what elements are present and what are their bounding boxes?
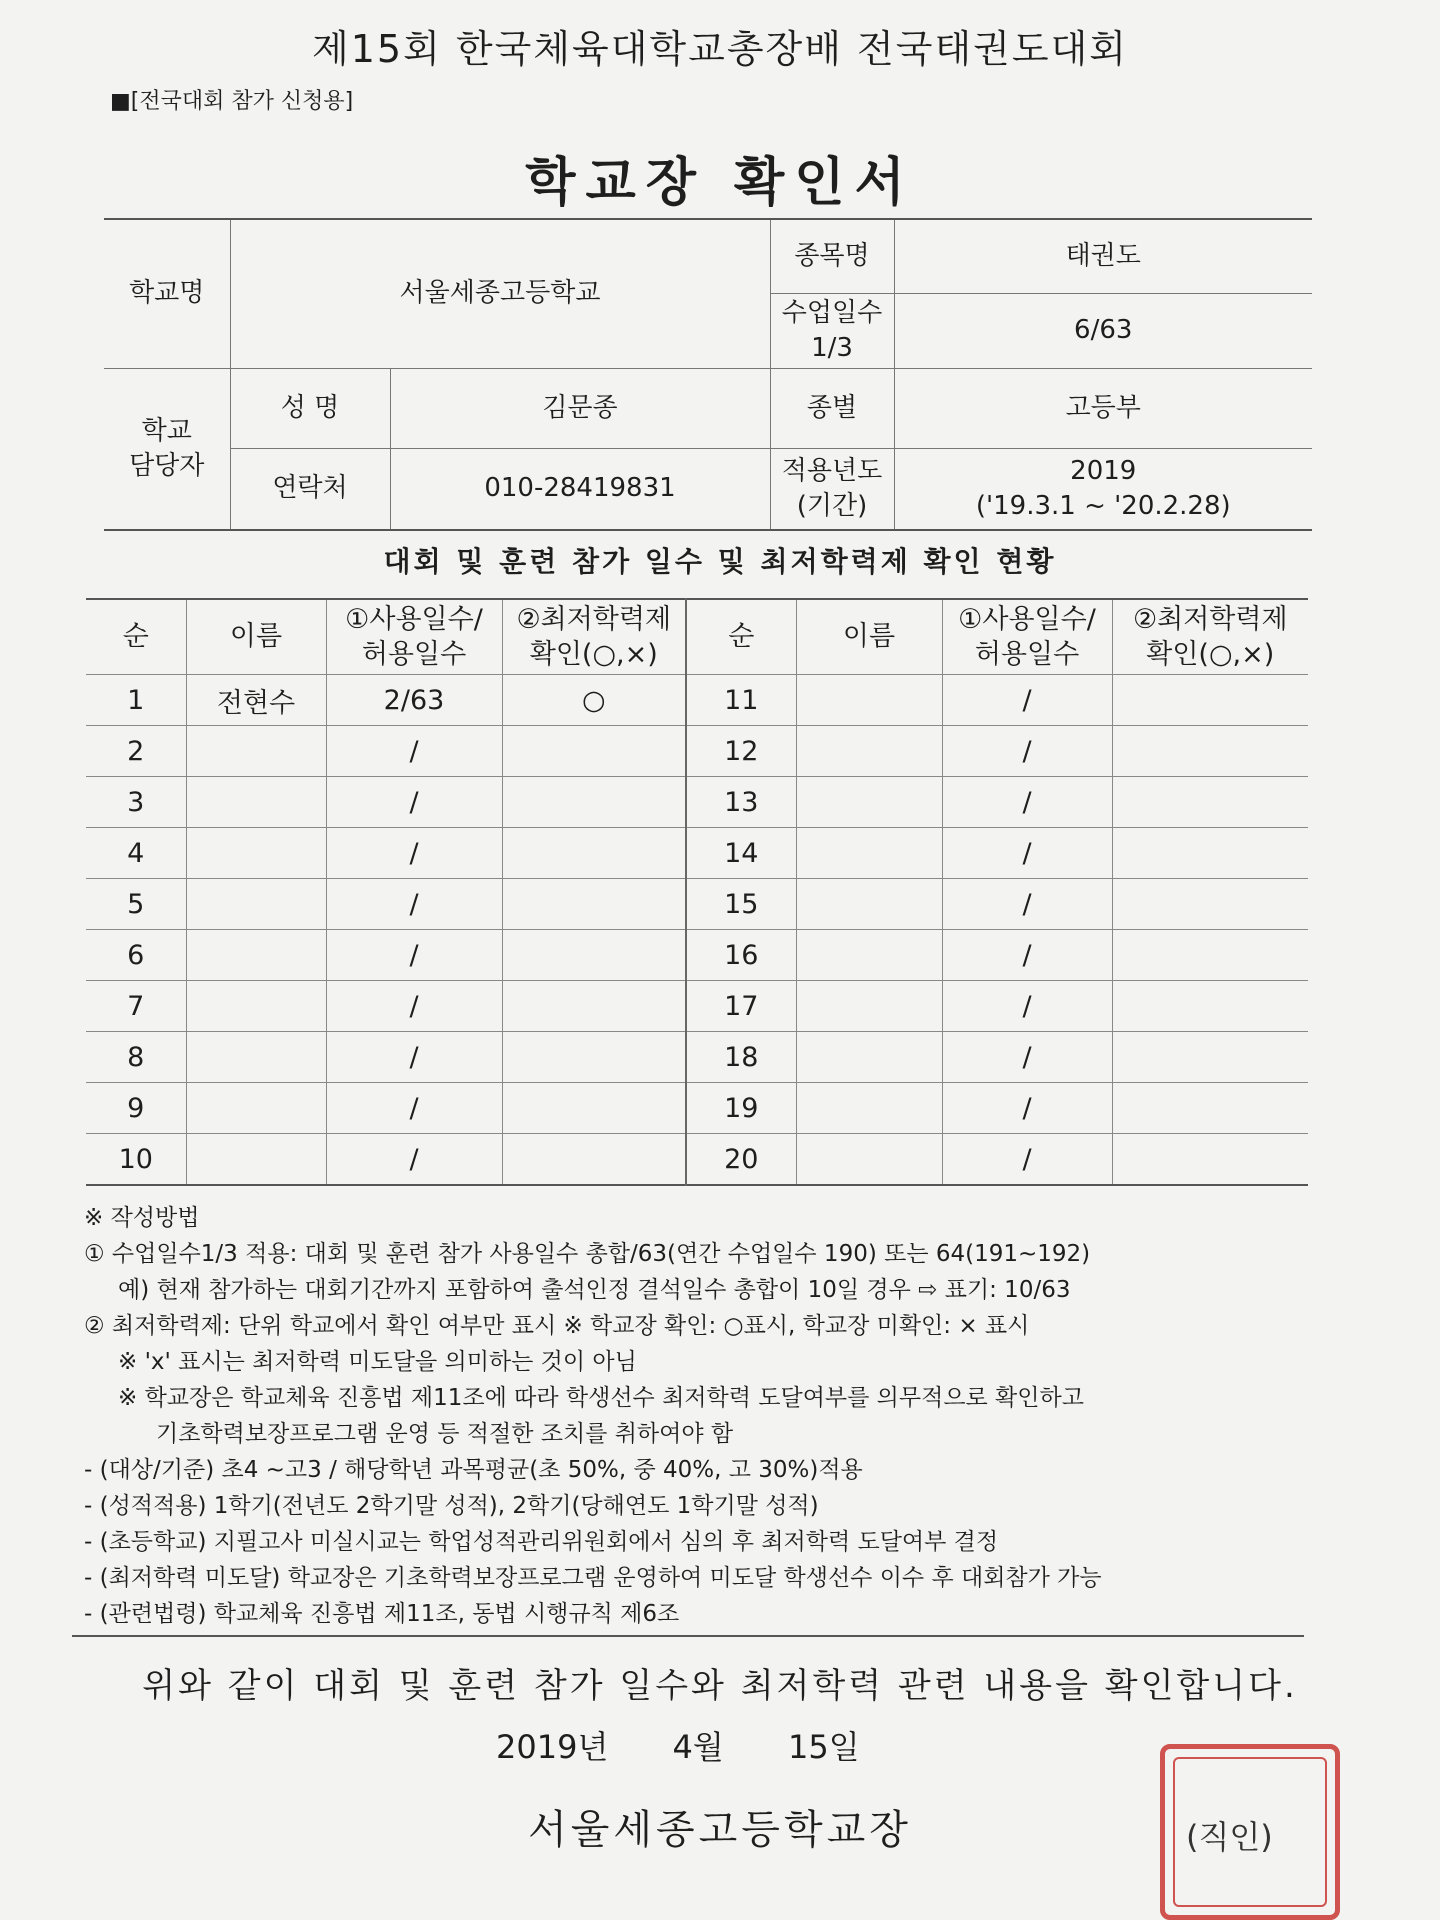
cell-name bbox=[186, 930, 326, 981]
year-label: 적용년도 (기간) bbox=[770, 448, 894, 530]
contact-value: 010-28419831 bbox=[390, 448, 770, 530]
table-row bbox=[86, 981, 1308, 1032]
form-tag: ■[전국대회 참가 신청용] bbox=[110, 89, 354, 114]
cell-name bbox=[796, 1032, 942, 1083]
cell-academic bbox=[1112, 1134, 1308, 1186]
date-day: 15일 bbox=[787, 1728, 860, 1766]
cell-academic: ○ bbox=[502, 675, 686, 726]
cell-name bbox=[796, 777, 942, 828]
cell-no: 19 bbox=[686, 1083, 796, 1134]
document-title: 학교장 확인서 bbox=[525, 153, 915, 213]
header-no: 순 bbox=[686, 599, 796, 675]
cell-no: 13 bbox=[686, 777, 796, 828]
school-manager-label: 학교 담당자 bbox=[104, 368, 230, 530]
table-row bbox=[86, 930, 1308, 981]
cell-no: 8 bbox=[86, 1032, 186, 1083]
cell-name bbox=[186, 1083, 326, 1134]
cell-academic bbox=[502, 930, 686, 981]
header-academic: ②최저학력제 확인(○,×) bbox=[1112, 599, 1308, 675]
cell-days: 2/63 bbox=[326, 675, 502, 726]
cell-name bbox=[186, 828, 326, 879]
note-item: ※ 학교장은 학교체육 진흥법 제11조에 따라 학생선수 최저학력 도달여부를 의무적으로 확인하고 bbox=[118, 1385, 1084, 1411]
school-name-label: 학교명 bbox=[104, 219, 230, 368]
cell-name bbox=[186, 879, 326, 930]
cell-name bbox=[186, 777, 326, 828]
cell-no: 9 bbox=[86, 1083, 186, 1134]
cell-academic bbox=[502, 726, 686, 777]
cell-no: 3 bbox=[86, 777, 186, 828]
school-days-label: 수업일수 1/3 bbox=[770, 293, 894, 368]
closing-statement: 위와 같이 대회 및 훈련 참가 일수와 최저학력 관련 내용을 확인합니다. bbox=[142, 1666, 1298, 1706]
cell-name bbox=[186, 726, 326, 777]
cell-academic bbox=[1112, 981, 1308, 1032]
date-year: 2019년 bbox=[496, 1728, 609, 1766]
note-item: - (관련법령) 학교체육 진흥법 제11조, 동법 시행규칙 제6조 bbox=[84, 1601, 680, 1627]
cell-academic bbox=[502, 828, 686, 879]
cell-name bbox=[186, 981, 326, 1032]
cell-academic bbox=[1112, 726, 1308, 777]
note-item: ① 수업일수1/3 적용: 대회 및 훈련 참가 사용일수 총합/63(연간 수업일수 190) 또는 64(191~192) bbox=[84, 1241, 1091, 1267]
cell-no: 6 bbox=[86, 930, 186, 981]
cell-days: / bbox=[942, 726, 1112, 777]
cell-days: / bbox=[942, 1134, 1112, 1186]
cell-name bbox=[796, 675, 942, 726]
cell-days: / bbox=[326, 930, 502, 981]
table-row bbox=[86, 675, 1308, 726]
cell-academic bbox=[502, 1083, 686, 1134]
cell-no: 12 bbox=[686, 726, 796, 777]
cell-academic bbox=[1112, 879, 1308, 930]
cell-no: 11 bbox=[686, 675, 796, 726]
category-value: 고등부 bbox=[894, 368, 1312, 448]
note-item: ※ 'x' 표시는 최저학력 미도달을 의미하는 것이 아님 bbox=[118, 1349, 637, 1375]
cell-name bbox=[796, 828, 942, 879]
cell-days: / bbox=[942, 930, 1112, 981]
cell-academic bbox=[502, 879, 686, 930]
event-title: 제15회 한국체육대학교총장배 전국태권도대회 bbox=[312, 27, 1128, 71]
contact-label: 연락처 bbox=[230, 448, 390, 530]
cell-no: 20 bbox=[686, 1134, 796, 1186]
cell-academic bbox=[1112, 777, 1308, 828]
cell-days: / bbox=[942, 1032, 1112, 1083]
note-item: - (성적적용) 1학기(전년도 2학기말 성적), 2학기(당해연도 1학기말 성적) bbox=[84, 1493, 819, 1519]
school-name-value: 서울세종고등학교 bbox=[230, 219, 770, 368]
cell-days: / bbox=[326, 726, 502, 777]
event-label: 종목명 bbox=[770, 219, 894, 293]
cell-academic bbox=[1112, 675, 1308, 726]
cell-name bbox=[796, 1134, 942, 1186]
year-value: 2019 ('19.3.1 ~ '20.2.28) bbox=[894, 448, 1312, 530]
cell-no: 17 bbox=[686, 981, 796, 1032]
cell-days: / bbox=[326, 879, 502, 930]
cell-name: 전현수 bbox=[186, 675, 326, 726]
cell-no: 14 bbox=[686, 828, 796, 879]
school-info-table bbox=[104, 218, 1312, 531]
cell-no: 18 bbox=[686, 1032, 796, 1083]
table-row bbox=[86, 879, 1308, 930]
note-item: ② 최저학력제: 단위 학교에서 확인 여부만 표시 ※ 학교장 확인: ○표시, 학교장 미확인: × 표시 bbox=[84, 1313, 1030, 1339]
cell-days: / bbox=[326, 828, 502, 879]
cell-academic bbox=[502, 981, 686, 1032]
cell-name bbox=[186, 1032, 326, 1083]
official-seal-label: (직인) bbox=[1186, 1818, 1273, 1856]
cell-academic bbox=[1112, 1032, 1308, 1083]
section-title: 대회 및 훈련 참가 일수 및 최저학력제 확인 현황 bbox=[383, 545, 1057, 578]
cell-academic bbox=[502, 1134, 686, 1186]
cell-no: 5 bbox=[86, 879, 186, 930]
cell-academic bbox=[1112, 1083, 1308, 1134]
table-row bbox=[86, 1134, 1308, 1186]
header-name: 이름 bbox=[796, 599, 942, 675]
event-value: 태권도 bbox=[894, 219, 1312, 293]
cell-days: / bbox=[942, 675, 1112, 726]
note-item: - (초등학교) 지필고사 미실시교는 학업성적관리위원회에서 심의 후 최저학력 도달여부 결정 bbox=[84, 1529, 999, 1555]
signer-name: 서울세종고등학교장 bbox=[528, 1807, 912, 1853]
table-row bbox=[86, 1083, 1308, 1134]
table-row bbox=[86, 777, 1308, 828]
cell-days: / bbox=[326, 981, 502, 1032]
cell-academic bbox=[1112, 828, 1308, 879]
note-item: - (대상/기준) 초4 ~고3 / 해당학년 과목평균(초 50%, 중 40%, 고 30%)적용 bbox=[84, 1457, 863, 1483]
category-label: 종별 bbox=[770, 368, 894, 448]
header-no: 순 bbox=[86, 599, 186, 675]
cell-no: 16 bbox=[686, 930, 796, 981]
table-row bbox=[86, 828, 1308, 879]
manager-name-label: 성 명 bbox=[230, 368, 390, 448]
roster-header bbox=[86, 599, 1308, 675]
cell-name bbox=[796, 981, 942, 1032]
header-academic: ②최저학력제 확인(○,×) bbox=[502, 599, 686, 675]
cell-no: 10 bbox=[86, 1134, 186, 1186]
issue-date bbox=[496, 1722, 914, 1768]
cell-days: / bbox=[942, 981, 1112, 1032]
cell-name bbox=[796, 879, 942, 930]
cell-days: / bbox=[942, 777, 1112, 828]
cell-no: 7 bbox=[86, 981, 186, 1032]
note-item: - (최저학력 미도달) 학교장은 기초학력보장프로그램 운영하여 미도달 학생선수 이수 후 대회참가 가능 bbox=[84, 1565, 1102, 1591]
school-days-value: 6/63 bbox=[894, 293, 1312, 368]
cell-no: 1 bbox=[86, 675, 186, 726]
cell-academic bbox=[502, 1032, 686, 1083]
table-row bbox=[86, 726, 1308, 777]
cell-name bbox=[796, 726, 942, 777]
cell-days: / bbox=[942, 828, 1112, 879]
header-days: ①사용일수/ 허용일수 bbox=[326, 599, 502, 675]
instructions bbox=[84, 1200, 1314, 1632]
cell-days: / bbox=[326, 1083, 502, 1134]
cell-no: 4 bbox=[86, 828, 186, 879]
note-item: 기초학력보장프로그램 운영 등 적절한 조치를 취하여야 함 bbox=[156, 1421, 734, 1447]
cell-no: 15 bbox=[686, 879, 796, 930]
cell-days: / bbox=[942, 879, 1112, 930]
cell-days: / bbox=[326, 1134, 502, 1186]
divider bbox=[72, 1635, 1304, 1637]
header-days: ①사용일수/ 허용일수 bbox=[942, 599, 1112, 675]
cell-days: / bbox=[326, 1032, 502, 1083]
cell-days: / bbox=[942, 1083, 1112, 1134]
table-row bbox=[86, 1032, 1308, 1083]
cell-days: / bbox=[326, 777, 502, 828]
cell-no: 2 bbox=[86, 726, 186, 777]
cell-name bbox=[186, 1134, 326, 1186]
cell-name bbox=[796, 1083, 942, 1134]
cell-name bbox=[796, 930, 942, 981]
roster-table bbox=[86, 598, 1308, 1186]
manager-name-value: 김문종 bbox=[390, 368, 770, 448]
instructions-heading: ※ 작성방법 bbox=[84, 1205, 200, 1231]
header-name: 이름 bbox=[186, 599, 326, 675]
date-month: 4월 bbox=[672, 1728, 724, 1766]
note-item: 예) 현재 참가하는 대회기간까지 포함하여 출석인정 결석일수 총합이 10일 경우 ⇨ 표기: 10/63 bbox=[118, 1277, 1071, 1303]
cell-academic bbox=[1112, 930, 1308, 981]
cell-academic bbox=[502, 777, 686, 828]
